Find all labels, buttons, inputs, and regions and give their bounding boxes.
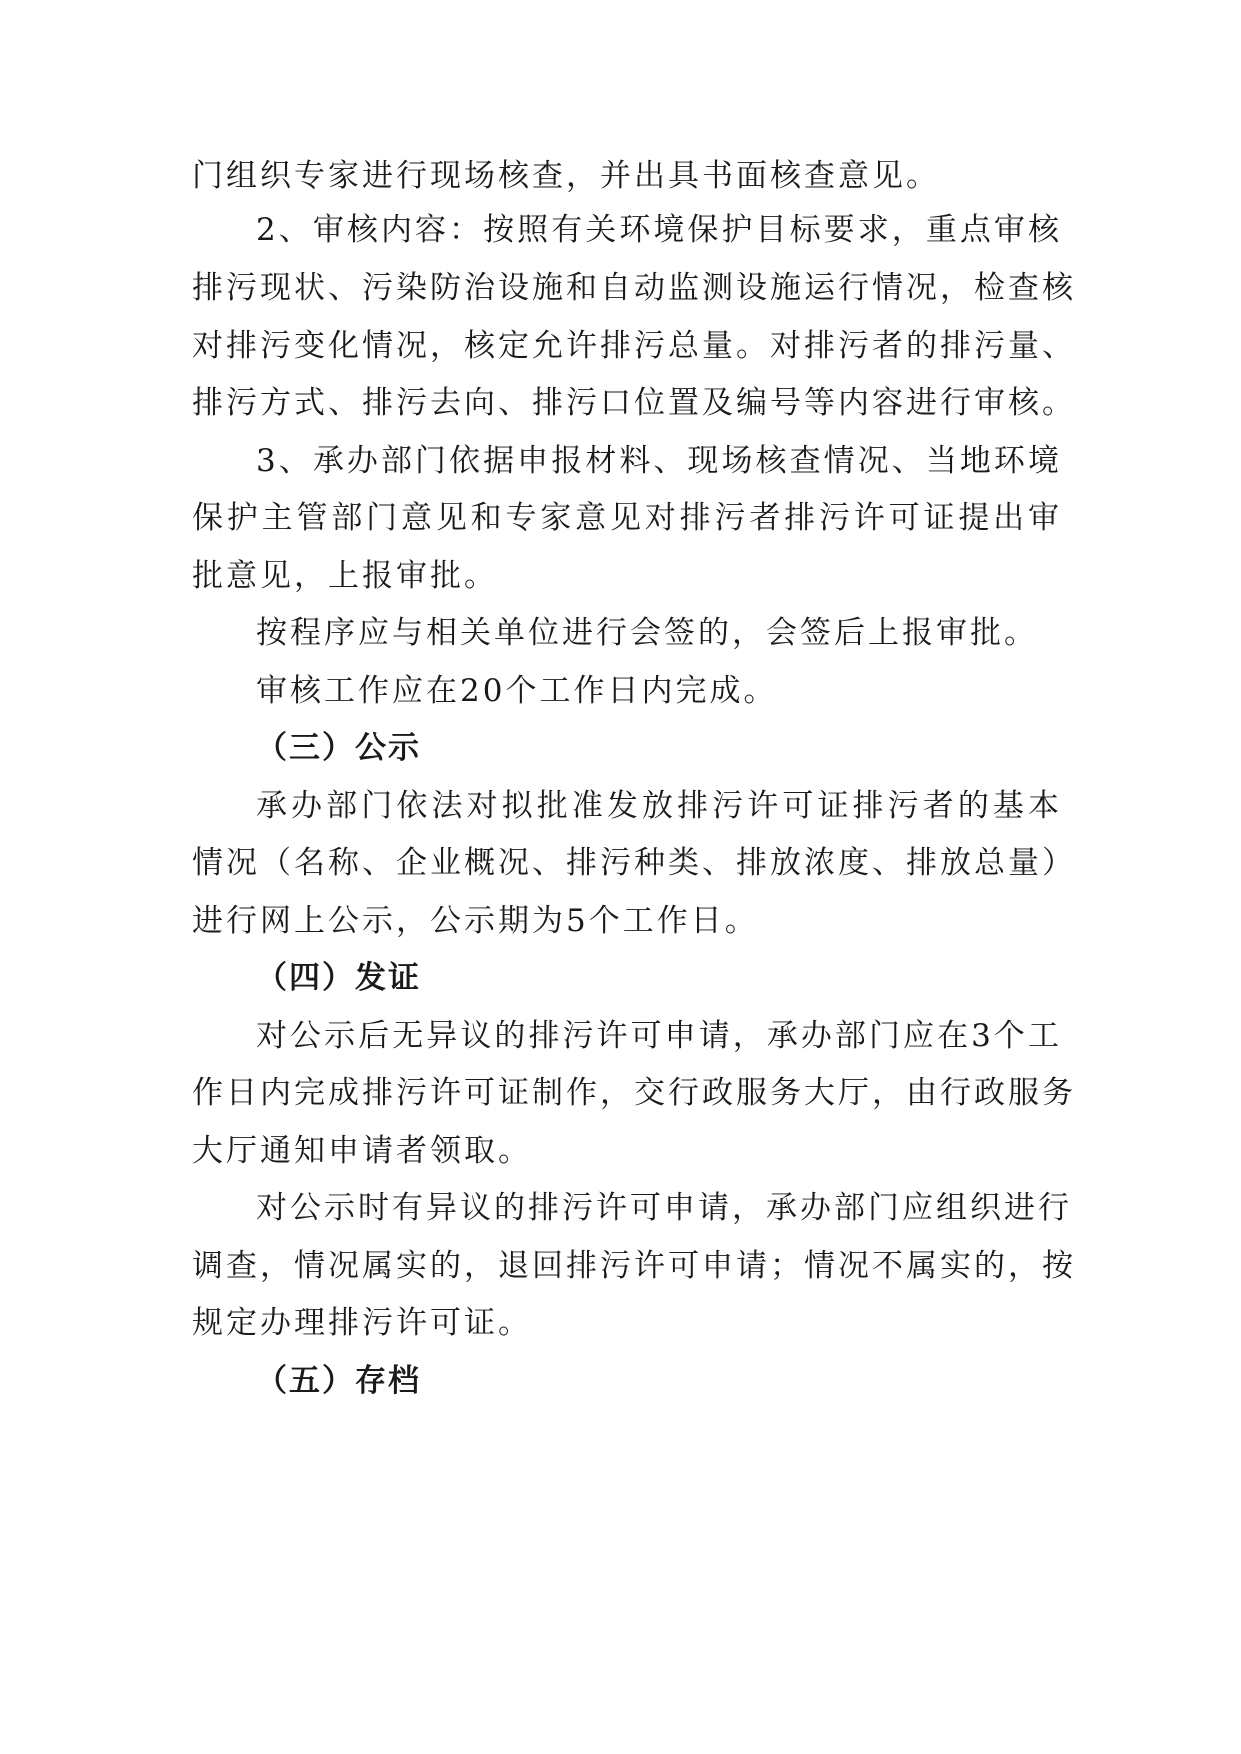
paragraph-line: 调查，情况属实的，退回排污许可申请；情况不属实的，按 bbox=[192, 1248, 1076, 1284]
paragraph-line: 门组织专家进行现场核查，并出具书面核查意见。 bbox=[192, 158, 940, 194]
paragraph-line: 2、审核内容：按照有关环境保护目标要求，重点审核 bbox=[256, 212, 1062, 248]
section-heading: （四）发证 bbox=[256, 960, 421, 996]
paragraph-line: 批意见，上报审批。 bbox=[192, 558, 498, 594]
paragraph-line: 规定办理排污许可证。 bbox=[192, 1305, 532, 1341]
paragraph-line: 审核工作应在20个工作日内完成。 bbox=[256, 673, 778, 709]
section-heading: （三）公示 bbox=[256, 730, 421, 766]
paragraph-line: 对公示时有异议的排污许可申请，承办部门应组织进行 bbox=[256, 1190, 1072, 1226]
paragraph-line: 3、承办部门依据申报材料、现场核查情况、当地环境 bbox=[256, 443, 1062, 479]
paragraph-line: 按程序应与相关单位进行会签的，会签后上报审批。 bbox=[256, 615, 1038, 651]
paragraph-line: 对公示后无异议的排污许可申请，承办部门应在3个工 bbox=[256, 1018, 1062, 1054]
paragraph-line: 大厅通知申请者领取。 bbox=[192, 1133, 532, 1169]
paragraph-line: 情况（名称、企业概况、排污种类、排放浓度、排放总量） bbox=[192, 845, 1076, 881]
paragraph-line: 承办部门依法对拟批准发放排污许可证排污者的基本 bbox=[256, 788, 1062, 824]
paragraph-line: 排污现状、污染防治设施和自动监测设施运行情况，检查核 bbox=[192, 270, 1076, 306]
paragraph-line: 排污方式、排污去向、排污口位置及编号等内容进行审核。 bbox=[192, 385, 1076, 421]
paragraph-line: 保护主管部门意见和专家意见对排污者排污许可证提出审 bbox=[192, 500, 1062, 536]
section-heading: （五）存档 bbox=[256, 1363, 421, 1399]
paragraph-line: 对排污变化情况，核定允许排污总量。对排污者的排污量、 bbox=[192, 328, 1076, 364]
paragraph-line: 作日内完成排污许可证制作，交行政服务大厅，由行政服务 bbox=[192, 1075, 1076, 1111]
paragraph-line: 进行网上公示，公示期为5个工作日。 bbox=[192, 903, 759, 939]
